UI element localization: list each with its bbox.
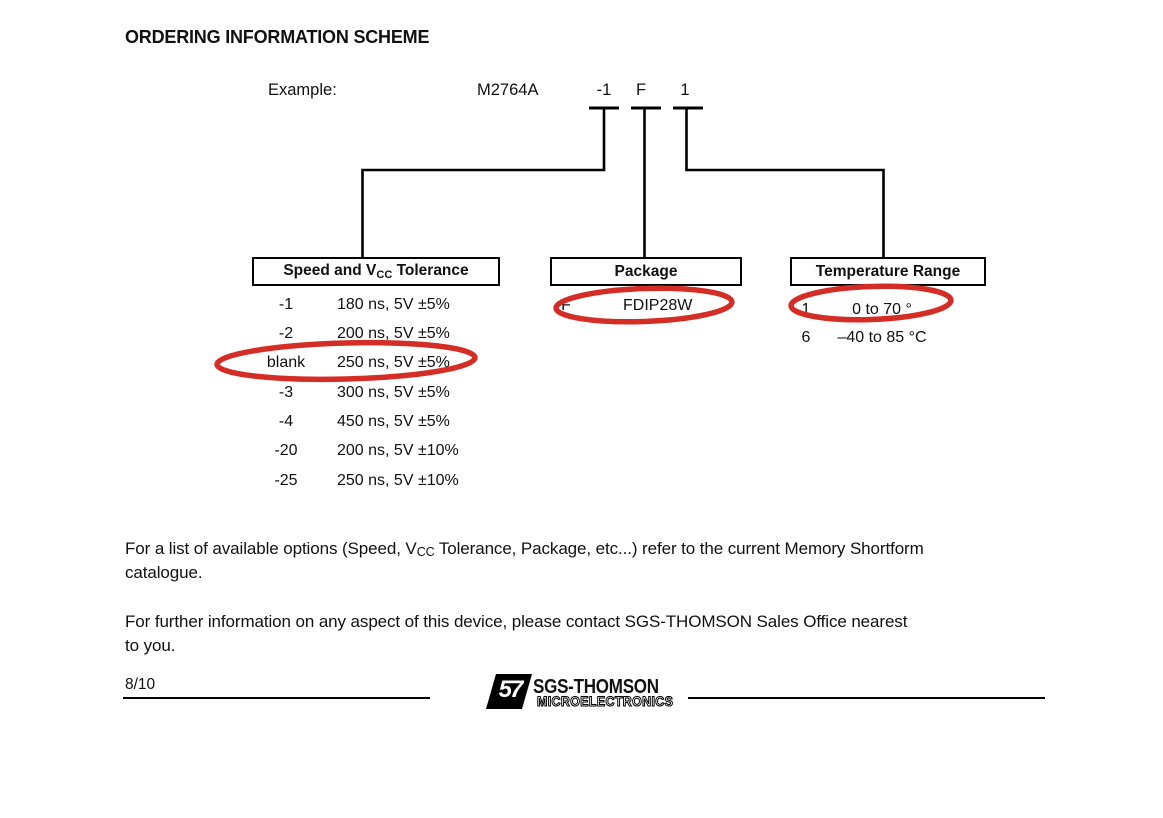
example-temperature-code: 1 xyxy=(680,81,690,99)
speed-option-code: -4 xyxy=(278,413,294,431)
example-package-code: F xyxy=(635,81,647,99)
speed-options-list xyxy=(240,290,459,495)
note-options-line2: catalogue. xyxy=(125,563,203,582)
footer-rule-left xyxy=(123,697,430,699)
logo-company-name: SGS-THOMSON xyxy=(533,675,659,698)
speed-option-value: 250 ns, 5V ±10% xyxy=(337,471,459,489)
note-options-line1 xyxy=(125,537,924,561)
speed-option-value: 300 ns, 5V ±5% xyxy=(337,383,450,401)
speed-option-code: -25 xyxy=(274,471,298,489)
speed-option-value: 450 ns, 5V ±5% xyxy=(337,413,450,431)
temperature-option-code: 6 xyxy=(801,328,811,346)
speed-option-code: -3 xyxy=(278,383,294,401)
temperature-options-list xyxy=(786,296,938,351)
st-logo-glyph: 57 xyxy=(498,676,522,703)
package-box xyxy=(550,257,742,286)
speed-title-prefix: Speed and V xyxy=(283,262,377,279)
speed-title-subscript: CC xyxy=(376,269,393,281)
temperature-option-code: 1 xyxy=(801,300,811,318)
speed-box-title xyxy=(283,262,468,281)
speed-title-suffix: Tolerance xyxy=(392,262,469,279)
notes-section xyxy=(125,537,924,658)
temperature-range-box xyxy=(790,257,986,286)
paragraph-gap xyxy=(125,585,924,610)
speed-option-value: 250 ns, 5V ±5% xyxy=(337,354,450,372)
temperature-option-value: 0 to 70 ° xyxy=(852,300,912,318)
page-title: ORDERING INFORMATION SCHEME xyxy=(125,27,430,47)
note-seg1: For a list of available options (Speed, V xyxy=(125,539,417,558)
note-contact-line1: For further information on any aspect of this device, please contact SGS-THOMSON Sales Office nearest xyxy=(125,611,908,631)
connector-speed xyxy=(363,108,605,257)
page-number: 8/10 xyxy=(125,676,156,693)
speed-option-code: -20 xyxy=(274,442,298,460)
speed-option-value: 200 ns, 5V ±5% xyxy=(337,325,450,343)
example-speed-code: -1 xyxy=(596,81,612,99)
package-option-code: F xyxy=(561,297,571,314)
package-option-value: FDIP28W xyxy=(623,297,693,314)
connector-temperature xyxy=(687,108,884,257)
speed-tolerance-box xyxy=(252,257,500,286)
example-label: Example: xyxy=(268,81,337,99)
sgs-thomson-logo xyxy=(486,672,686,714)
speed-option-code: -2 xyxy=(278,325,294,343)
speed-option-value: 180 ns, 5V ±5% xyxy=(337,295,450,313)
note-vcc-subscript: CC xyxy=(416,545,435,559)
package-box-title: Package xyxy=(614,262,678,280)
speed-option-code: -1 xyxy=(278,295,294,313)
temperature-option-value: –40 to 85 °C xyxy=(837,328,927,346)
footer-rule-right xyxy=(688,697,1045,699)
note-contact-line2: to you. xyxy=(125,635,176,655)
speed-option-value: 200 ns, 5V ±10% xyxy=(337,442,459,460)
logo-division-name: MICROELECTRONICS xyxy=(537,694,674,709)
temperature-box-title: Temperature Range xyxy=(815,262,961,280)
speed-option-code: blank xyxy=(266,354,306,372)
example-part-number: M2764A xyxy=(477,81,539,99)
note-seg2: Tolerance, Package, etc...) refer to the current Memory Shortform xyxy=(434,539,924,558)
